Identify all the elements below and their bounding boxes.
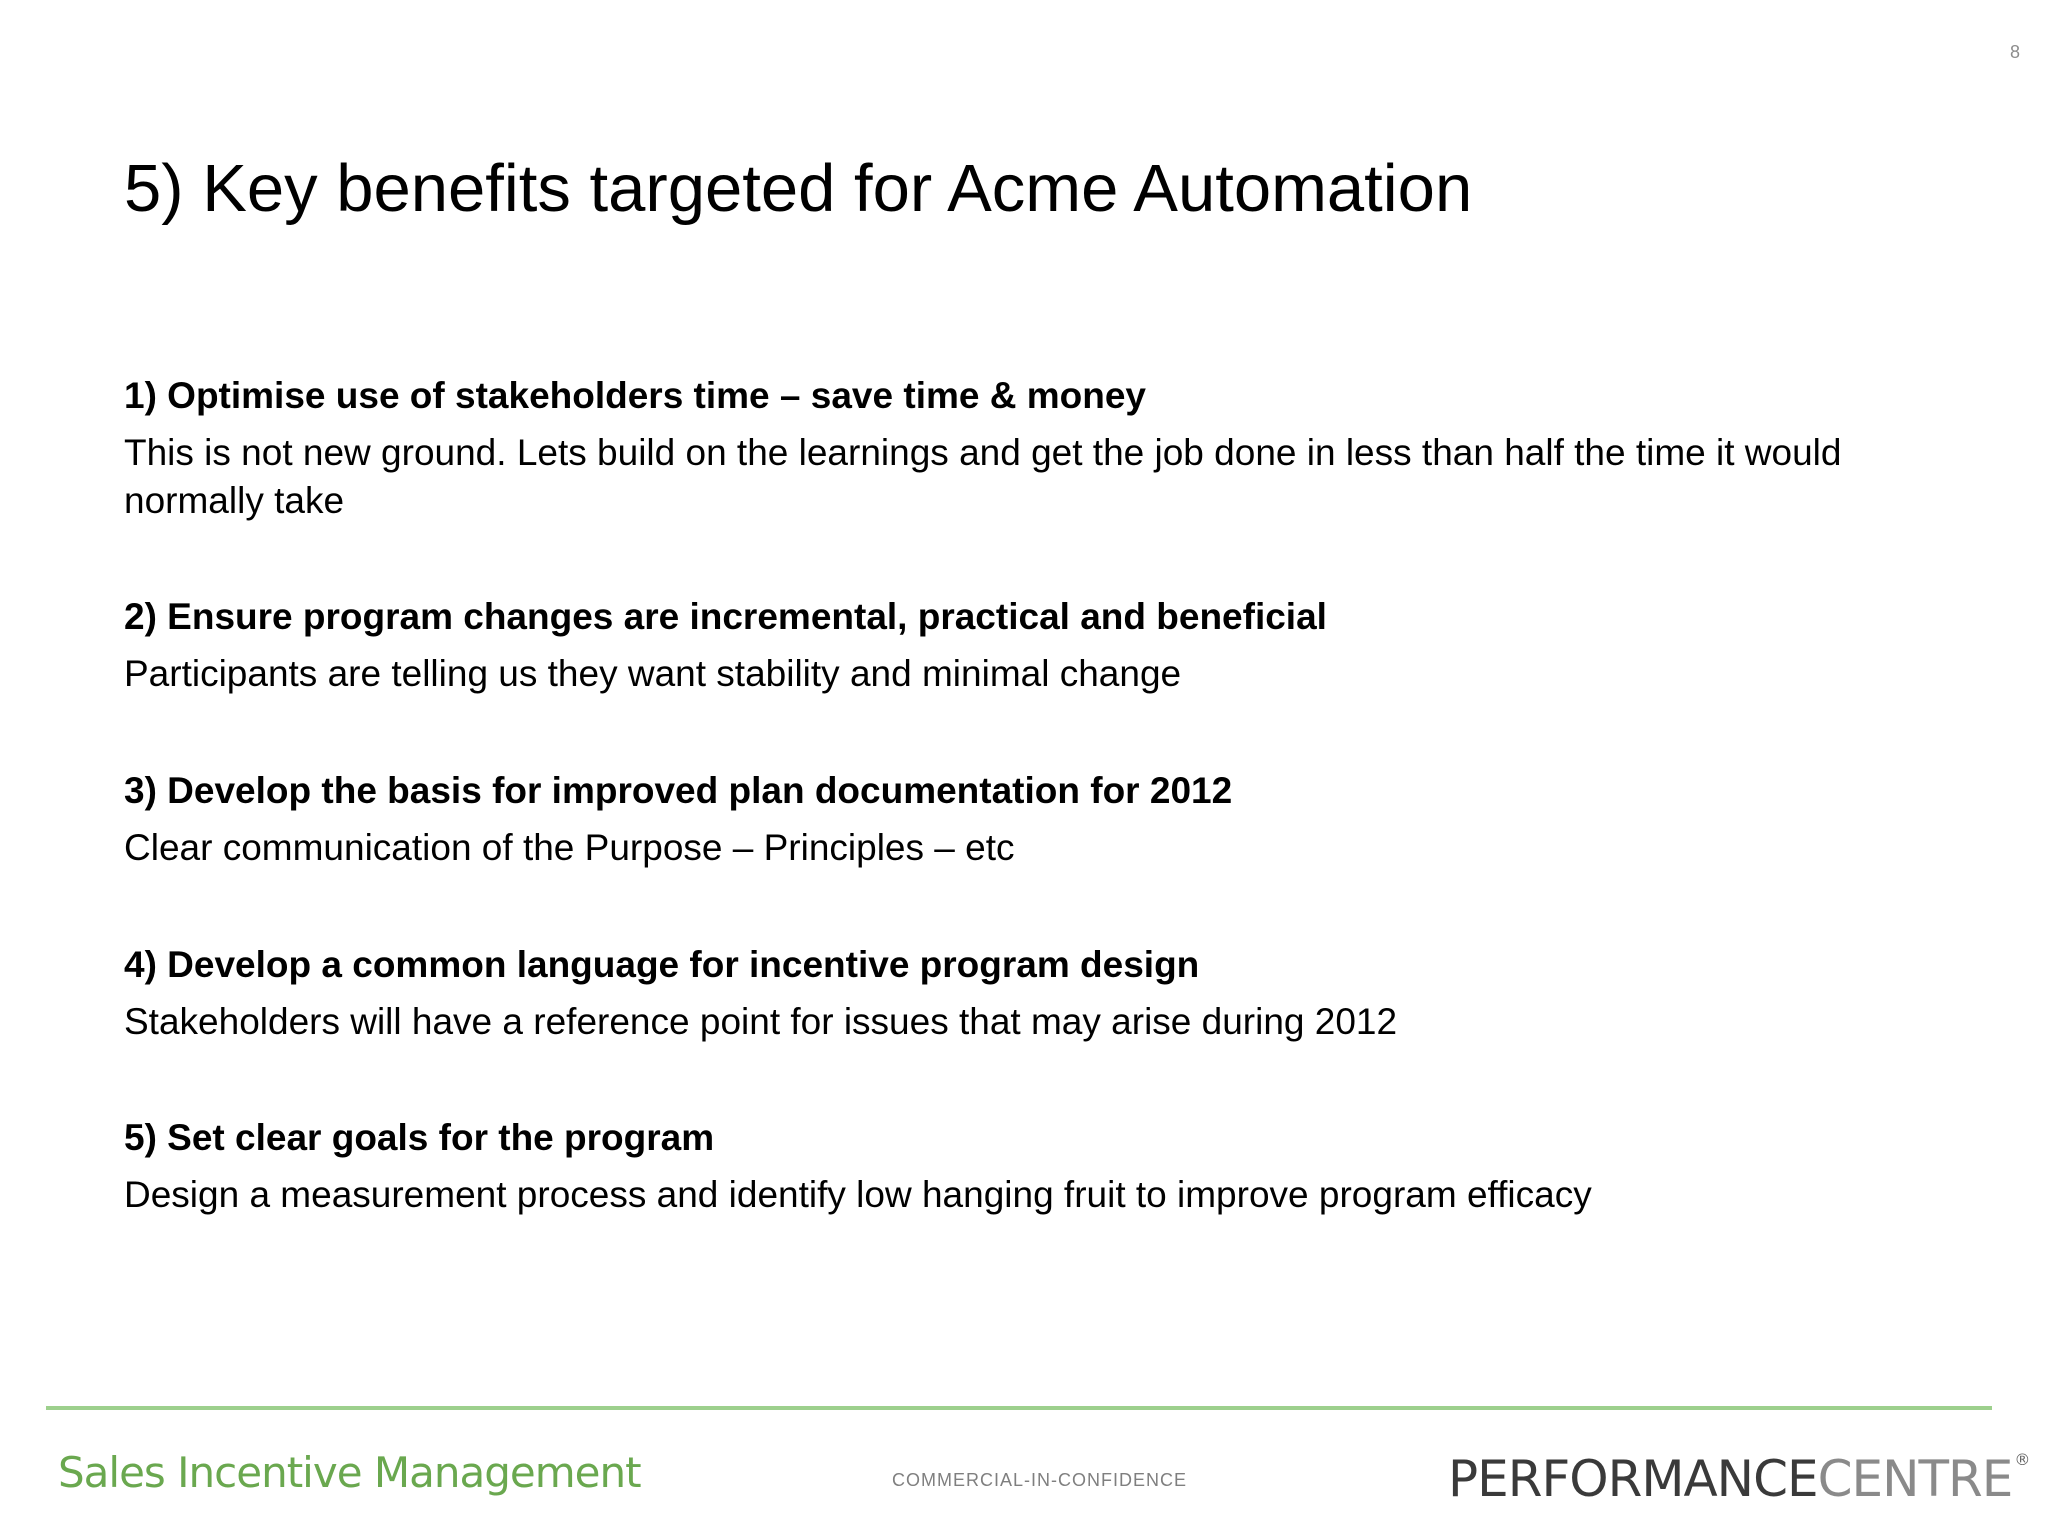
footer-brand-text: Sales Incentive Management xyxy=(58,1448,641,1497)
benefit-item xyxy=(124,593,1924,698)
slide-title: 5) Key benefits targeted for Acme Automation xyxy=(124,151,1473,226)
benefit-text: Stakeholders will have a reference point for issues that may arise during 2012 xyxy=(124,1001,1398,1042)
performance-centre-logo xyxy=(1448,1450,2029,1508)
benefit-item xyxy=(124,941,1924,1046)
benefit-text: Clear communication of the Purpose – Principles – etc xyxy=(124,827,1015,868)
benefit-heading: 3) Develop the basis for improved plan documentation for 2012 xyxy=(124,770,1233,811)
benefit-text: Participants are telling us they want stability and minimal change xyxy=(124,653,1182,694)
benefit-text: This is not new ground. Lets build on the learnings and get the job done in less than half the time it would normally take xyxy=(124,432,1842,521)
slide-number: 8 xyxy=(2010,42,2021,62)
benefit-heading: 5) Set clear goals for the program xyxy=(124,1117,715,1158)
benefit-heading: 2) Ensure program changes are incremental, practical and beneficial xyxy=(124,596,1327,637)
confidentiality-label: COMMERCIAL-IN-CONFIDENCE xyxy=(892,1470,1188,1490)
benefit-heading: 4) Develop a common language for incentive program design xyxy=(124,944,1200,985)
registered-mark-icon: ® xyxy=(2014,1450,2030,1469)
benefit-heading: 1) Optimise use of stakeholders time – save time & money xyxy=(124,375,1146,416)
footer-divider xyxy=(46,1406,1992,1410)
benefit-item xyxy=(124,1114,1924,1219)
logo-word-performance: PERFORMANCE xyxy=(1448,1450,1818,1508)
logo-word-centre: CENTRE xyxy=(1817,1450,2013,1508)
benefit-item xyxy=(124,372,1924,525)
benefit-text: Design a measurement process and identify low hanging fruit to improve program efficacy xyxy=(124,1174,1592,1215)
benefit-item xyxy=(124,767,1924,872)
